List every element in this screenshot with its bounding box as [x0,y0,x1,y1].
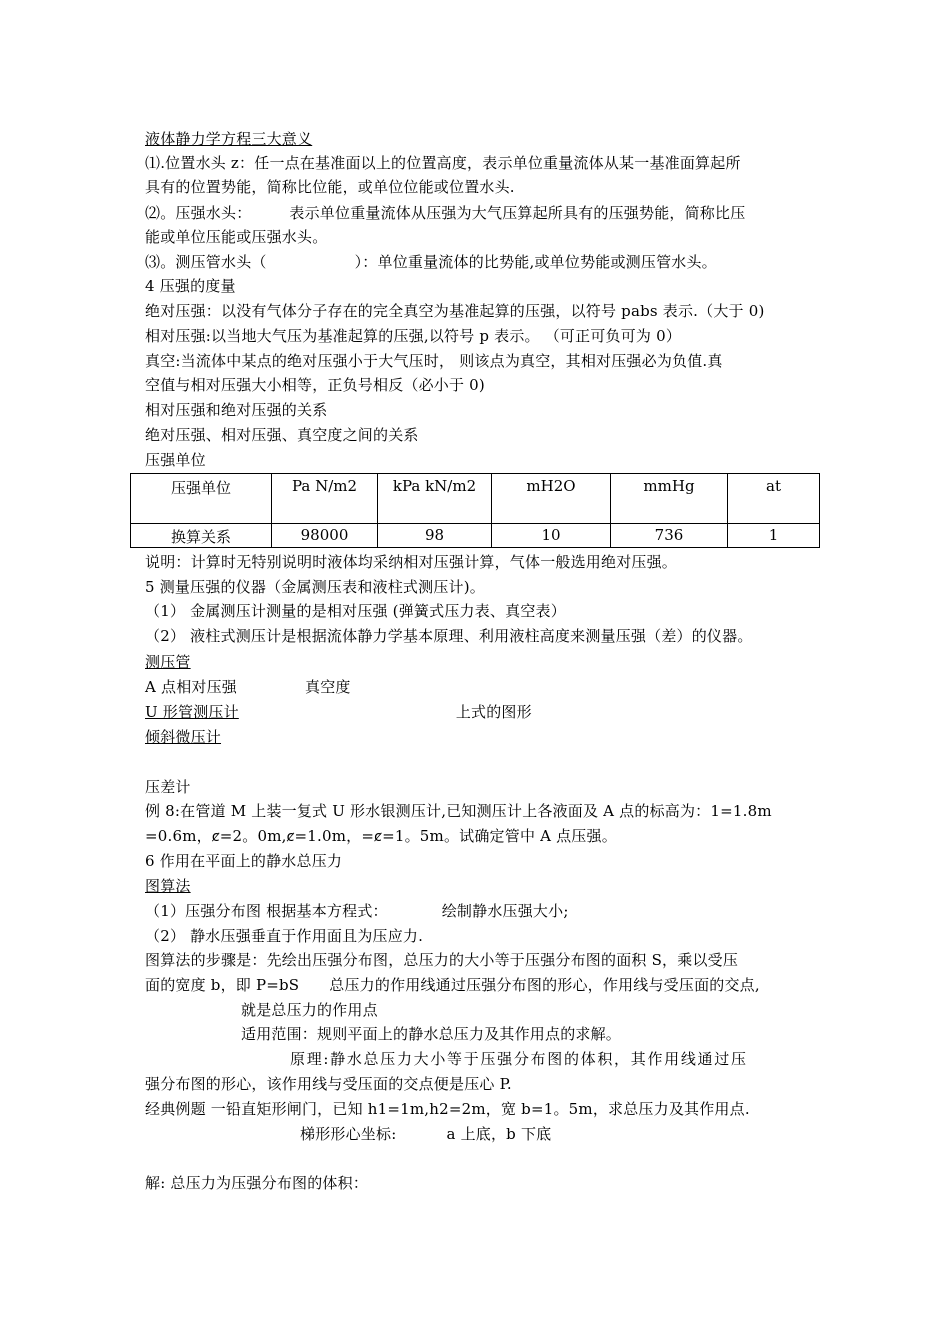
paragraph: ⑶。测压管水头（ ）：单位重量流体的比势能,或单位势能或测压管水头。 [145,253,717,271]
paragraph: 说明：计算时无特别说明时液体均采纳相对压强计算，气体一般选用绝对压强。 [145,553,678,571]
heading: 4 压强的度量 [145,277,236,295]
heading: 6 作用在平面上的静水总压力 [145,852,343,870]
paragraph: 空值与相对压强大小相等，正负号相反（必小于 0) [145,376,485,394]
paragraph: 梯形形心坐标: a 上底，b 下底 [300,1125,552,1143]
subheading: 倾斜微压计 [145,728,222,746]
paragraph: 经典例题 一铅直矩形闸门，已知 h1=1m,h2=2m，宽 b=1。5m，求总压力及其作用点. [145,1100,750,1118]
subheading: 图算法 [145,877,191,895]
paragraph: 能或单位压能或压强水头。 [145,228,328,246]
paragraph: 强分布图的形心，该作用线与受压面的交点便是压心 P. [145,1075,512,1093]
paragraph: （2） 液柱式测压计是根据流体静力学基本原理、利用液柱高度来测量压强（差）的仪器。 [145,627,753,645]
paragraph: 绝对压强、相对压强、真空度之间的关系 [145,426,419,444]
section-title: 液体静力学方程三大意义 [145,130,313,148]
paragraph: 压强单位 [145,451,206,469]
paragraph: 绝对压强：以没有气体分子存在的完全真空为基准起算的压强，以符号 pabs 表示.（大于 0) [145,302,765,320]
paragraph: 压差计 [145,778,191,796]
table-row [131,474,820,524]
paragraph: A 点相对压强 真空度 [145,678,351,696]
heading: 5 测量压强的仪器（金属测压表和液柱式测压计)。 [145,578,485,596]
table-cell: 736 [611,524,728,548]
paragraph: 面的宽度 b，即 P=bS 总压力的作用线通过压强分布图的形心，作用线与受压面的交点, [145,976,760,994]
table-cell: at [728,474,820,524]
paragraph: 真空:当流体中某点的绝对压强小于大气压时， 则该点为真空，其相对压强必为负值.真 [145,352,723,370]
table-cell: mH2O [492,474,611,524]
paragraph: 相对压强:以当地大气压为基准起算的压强,以符号 p 表示。 （可正可负可为 0） [145,327,682,345]
paragraph: =0.6m，ȼ=2。0m,ȼ=1.0m，=ȼ=1。5m。试确定管中 A 点压强。 [145,827,617,845]
script-h-symbol: ȼ [211,829,220,845]
table-cell: Pa N/m2 [272,474,378,524]
pressure-unit-table [130,473,820,548]
paragraph: 解: 总压力为压强分布图的体积： [145,1174,369,1192]
table-cell: 10 [492,524,611,548]
paragraph: ⑵。压强水头： 表示单位重量流体从压强为大气压算起所具有的压强势能，简称比压 [145,204,746,222]
paragraph: 原理:静水总压力大小等于压强分布图的体积，其作用线通过压 [290,1050,748,1068]
paragraph: （1） 金属测压计测量的是相对压强 (弹簧式压力表、真空表） [145,602,566,620]
script-h-symbol: ȼ [286,829,295,845]
paragraph: U 形管测压计 上式的图形 [145,703,532,721]
table-cell: 98 [378,524,492,548]
paragraph: 就是总压力的作用点 [241,1001,378,1019]
paragraph: 例 8:在管道 M 上装一复式 U 形水银测压计,已知测压计上各液面及 A 点的标高为：1=1.8m [145,802,772,820]
table-cell: 换算关系 [131,524,272,548]
paragraph: 相对压强和绝对压强的关系 [145,401,328,419]
table-row [131,524,820,548]
table-cell: kPa kN/m2 [378,474,492,524]
paragraph: （1）压强分布图 根据基本方程式： 绘制静水压强大小; [145,902,569,920]
table-cell: 98000 [272,524,378,548]
paragraph: 适用范围：规则平面上的静水总压力及其作用点的求解。 [241,1025,622,1043]
table-cell: mmHg [611,474,728,524]
paragraph: （2） 静水压强垂直于作用面且为压应力. [145,927,424,945]
paragraph: 图算法的步骤是：先绘出压强分布图，总压力的大小等于压强分布图的面积 S，乘以受压 [145,951,739,969]
paragraph: 具有的位置势能，简称比位能，或单位位能或位置水头. [145,178,515,196]
script-h-symbol: ȼ [374,829,383,845]
subheading: 测压管 [145,653,191,671]
table-cell: 1 [728,524,820,548]
paragraph: ⑴.位置水头 z：任一点在基准面以上的位置高度，表示单位重量流体从某一基准面算起所 [145,154,741,172]
table-cell: 压强单位 [131,474,272,524]
